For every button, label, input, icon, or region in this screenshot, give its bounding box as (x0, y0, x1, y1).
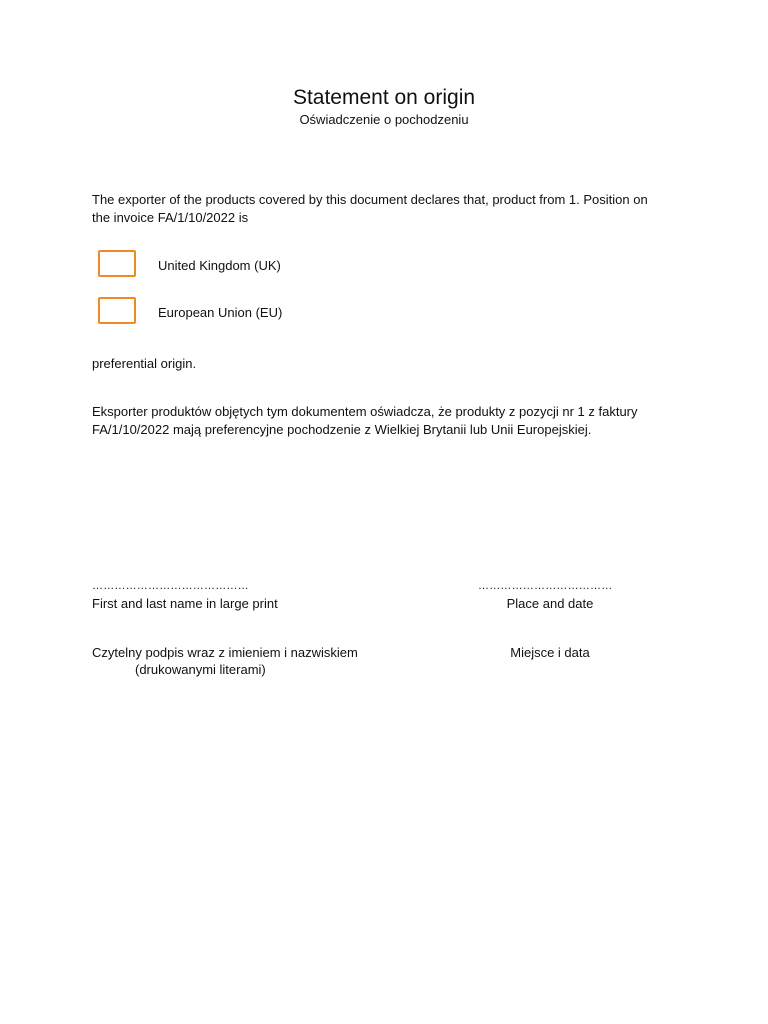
name-label-pl: Czytelny podpis wraz z imieniem i nazwiskiem (92, 645, 358, 660)
name-signature-line: …………………………………… (92, 580, 249, 592)
option-eu[interactable] (98, 297, 498, 329)
place-date-label-en: Place and date (506, 596, 594, 611)
eu-checkbox[interactable] (98, 297, 136, 324)
name-label-pl-sub: (drukowanymi literami) (135, 662, 266, 677)
document-subtitle: Oświadczenie o pochodzeniu (299, 112, 469, 127)
intro-paragraph: The exporter of the products covered by this document declares that, product from 1. Position on the invoice FA/1/10/2022 is (92, 192, 648, 225)
place-date-label-pl: Miejsce i data (510, 645, 590, 660)
uk-label: United Kingdom (UK) (158, 258, 281, 273)
preferential-origin-text: preferential origin. (92, 356, 197, 371)
name-label-en: First and last name in large print (92, 596, 278, 611)
document-title: Statement on origin (292, 86, 476, 109)
option-uk[interactable] (98, 250, 498, 282)
polish-statement-paragraph: Eksporter produktów objętych tym dokumentem oświadcza, że produkty z pozycji nr 1 z faktury FA/1/10/2022 mają preferencyjne pochodzenie z Wielkiej Brytanii lub Unii Europejskiej. (92, 404, 638, 437)
place-date-line: ……………………………… (478, 580, 613, 592)
eu-label: European Union (EU) (158, 305, 283, 320)
uk-checkbox[interactable] (98, 250, 136, 277)
